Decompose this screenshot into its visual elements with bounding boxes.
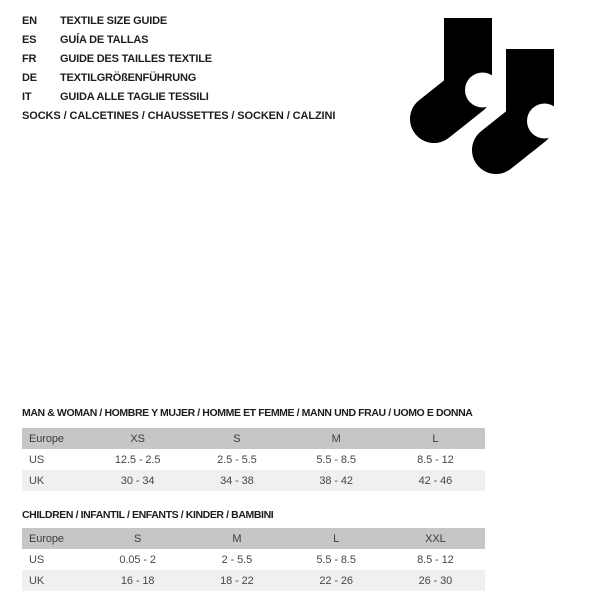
section-title-children: CHILDREN / INFANTIL / ENFANTS / KINDER / BAMBINI xyxy=(22,509,274,521)
size-cell: 2.5 - 5.5 xyxy=(217,453,257,466)
size-cell: 18 - 22 xyxy=(220,574,254,587)
row-label: US xyxy=(29,453,45,466)
size-cell: 8.5 - 12 xyxy=(417,553,454,566)
language-row xyxy=(22,69,212,88)
section-title-man-woman: MAN & WOMAN / HOMBRE Y MUJER / HOMME ET FEMME / MANN UND FRAU / UOMO E DONNA xyxy=(22,407,473,419)
column-header-region: Europe xyxy=(29,432,64,445)
language-code: ES xyxy=(22,34,37,46)
size-cell: 2 - 5.5 xyxy=(221,553,253,566)
language-row xyxy=(22,50,212,69)
size-cell: 22 - 26 xyxy=(319,574,353,587)
row-label: UK xyxy=(29,574,45,587)
column-header-region: Europe xyxy=(29,532,64,545)
language-row xyxy=(22,88,212,107)
size-section-children xyxy=(22,509,485,591)
language-label: TEXTILGRÖßENFÜHRUNG xyxy=(60,72,197,84)
table-row-us xyxy=(22,549,485,570)
language-label: GUIDE DES TAILLES TEXTILE xyxy=(60,53,212,65)
size-table-man-woman xyxy=(22,428,485,491)
table-row-us xyxy=(22,449,485,470)
sock-right-icon xyxy=(496,49,562,150)
size-cell: 0.05 - 2 xyxy=(119,553,156,566)
size-cell: 12.5 - 2.5 xyxy=(114,453,161,466)
size-cell: 5.5 - 8.5 xyxy=(316,553,356,566)
row-label: US xyxy=(29,553,45,566)
column-header-size: XXL xyxy=(425,532,446,545)
size-cell: 38 - 42 xyxy=(319,474,353,487)
language-label: TEXTILE SIZE GUIDE xyxy=(60,15,168,27)
language-code: EN xyxy=(22,15,37,27)
language-code: DE xyxy=(22,72,37,84)
language-label: GUIDA ALLE TAGLIE TESSILI xyxy=(60,91,209,103)
language-list xyxy=(22,12,212,107)
socks-icon xyxy=(400,10,570,180)
table-header-row xyxy=(22,528,485,549)
language-row xyxy=(22,12,212,31)
table-header-row xyxy=(22,428,485,449)
size-table-children xyxy=(22,528,485,591)
size-cell: 5.5 - 8.5 xyxy=(316,453,356,466)
sock-left-icon xyxy=(434,18,500,119)
size-cell: 34 - 38 xyxy=(220,474,254,487)
category-title: SOCKS / CALCETINES / CHAUSSETTES / SOCKEN / CALZINI xyxy=(22,110,336,122)
column-header-size: S xyxy=(233,432,241,445)
column-header-size: M xyxy=(331,432,341,445)
size-cell: 8.5 - 12 xyxy=(417,453,454,466)
language-row xyxy=(22,31,212,50)
size-cell: 26 - 30 xyxy=(418,574,453,587)
row-label: UK xyxy=(29,474,45,487)
table-row-uk xyxy=(22,470,485,491)
language-label: GUÍA DE TALLAS xyxy=(60,34,149,46)
column-header-size: L xyxy=(333,532,340,545)
column-header-size: M xyxy=(232,532,242,545)
size-cell: 30 - 34 xyxy=(120,474,155,487)
table-row-uk xyxy=(22,570,485,591)
size-cell: 42 - 46 xyxy=(418,474,453,487)
language-code: FR xyxy=(22,53,37,65)
language-code: IT xyxy=(22,91,32,103)
column-header-size: S xyxy=(134,532,142,545)
column-header-size: L xyxy=(432,432,439,445)
size-section-man-woman xyxy=(22,407,485,491)
size-cell: 16 - 18 xyxy=(120,574,155,587)
column-header-size: XS xyxy=(130,432,145,445)
